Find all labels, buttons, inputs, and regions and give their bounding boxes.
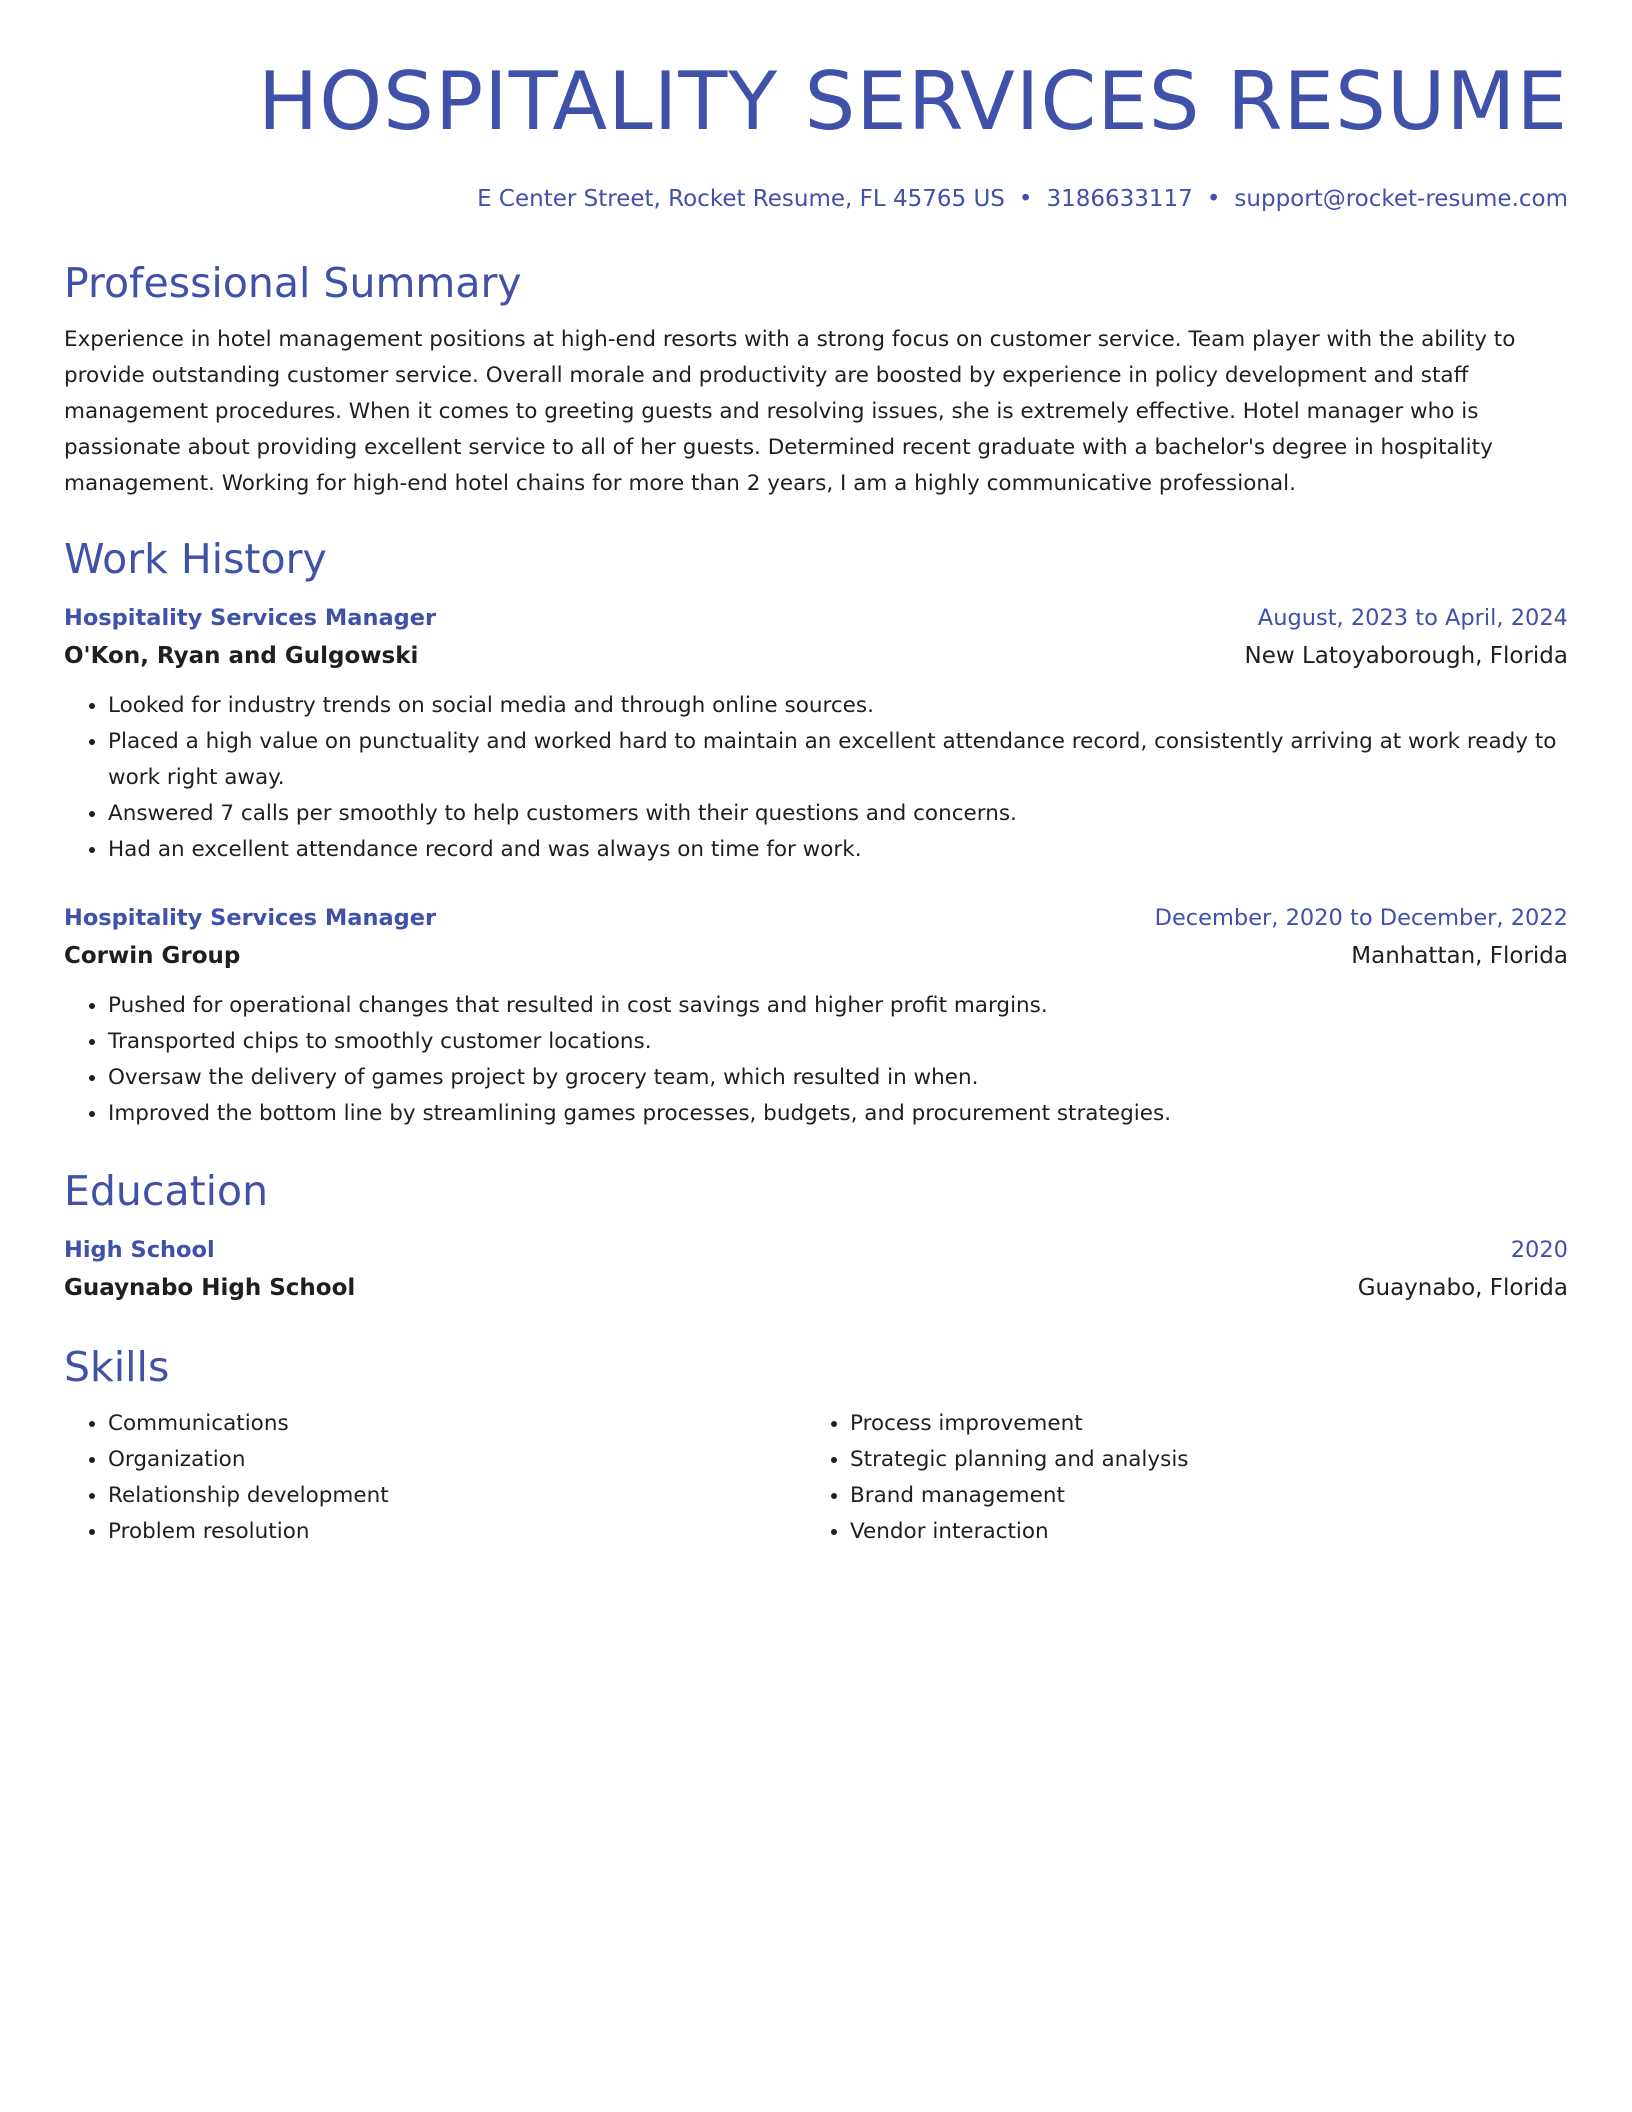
skills-list [64,1406,1568,1550]
education-header-row [64,1232,1568,1268]
job-bullet: • Transported chips to smoothly customer locations. [108,1024,1568,1060]
job-company-row [64,636,1568,676]
job-bullet: • Answered 7 calls per smoothly to help customers with their questions and concerns. [108,796,1568,832]
job-header-row [64,600,1568,636]
job-dates: August, 2023 to April, 2024 [1257,605,1568,631]
contact-separator: • [1206,186,1221,212]
summary-text: Experience in hotel management positions at high-end resorts with a strong focus on customer service. Team player with the ability to provide outstanding customer service. Overall morale and productivity are boosted by experience in policy development and staff management procedures. When it comes to greeting guests and resolving issues, she is extremely effective. Hotel manager who is passionate about providing excellent service to all of her guests. Determined recent graduate with a bachelor's degree in hospitality management. Working for high-end hotel chains for more than 2 years, I am a highly communicative professional. [64,327,1516,496]
summary-heading: Professional Summary [64,259,522,307]
job-bullet: • Looked for industry trends on social media and through online sources. [108,688,1568,724]
job-entry [64,900,1568,1132]
job-bullet: • Had an excellent attendance record and was always on time for work. [108,832,1568,868]
job-location: New Latoyaborough, Florida [1244,643,1568,669]
job-bullet: • Placed a high value on punctuality and worked hard to maintain an excellent attendance record, consistently arriving at work ready to work right away. [108,724,1568,796]
skill-item: • Problem resolution [108,1514,806,1550]
contact-phone: 3186633117 [1046,186,1193,212]
skill-item: • Organization [108,1442,806,1478]
skill-item: • Strategic planning and analysis [850,1442,1548,1478]
education-heading: Education [64,1167,269,1215]
job-bullets [64,988,1568,1132]
education-degree: High School [64,1237,215,1263]
job-company: Corwin Group [64,943,241,969]
contact-email: support@rocket-resume.com [1234,186,1568,212]
contact-separator: • [1018,186,1033,212]
education-year: 2020 [1510,1237,1568,1263]
contact-line [64,182,1568,216]
job-location: Manhattan, Florida [1351,943,1568,969]
job-title: Hospitality Services Manager [64,605,437,631]
skill-item: • Process improvement [850,1406,1548,1442]
education-school-row [64,1268,1568,1308]
skill-item: • Communications [108,1406,806,1442]
resume-title: HOSPITALITY SERVICES RESUME [258,55,1568,148]
skills-heading: Skills [64,1343,170,1391]
skill-item: • Relationship development [108,1478,806,1514]
education-school: Guaynabo High School [64,1275,356,1301]
education-location: Guaynabo, Florida [1357,1275,1568,1301]
job-bullets [64,688,1568,868]
job-dates: December, 2020 to December, 2022 [1154,905,1568,931]
job-bullet: • Pushed for operational changes that resulted in cost savings and higher profit margins. [108,988,1568,1024]
skill-item: • Brand management [850,1478,1548,1514]
skill-item: • Vendor interaction [850,1514,1548,1550]
job-header-row [64,900,1568,936]
job-title: Hospitality Services Manager [64,905,437,931]
education-entry [64,1232,1568,1308]
job-company-row [64,936,1568,976]
skills-column-right [806,1406,1548,1550]
job-company: O'Kon, Ryan and Gulgowski [64,643,419,669]
job-bullet: • Oversaw the delivery of games project by grocery team, which resulted in when. [108,1060,1568,1096]
resume-header [64,52,1568,216]
job-entry [64,600,1568,868]
skills-column-left [64,1406,806,1550]
work-history-heading: Work History [64,535,327,583]
job-bullet: • Improved the bottom line by streamlining games processes, budgets, and procurement strategies. [108,1096,1568,1132]
contact-address: E Center Street, Rocket Resume, FL 45765 US [477,186,1005,212]
